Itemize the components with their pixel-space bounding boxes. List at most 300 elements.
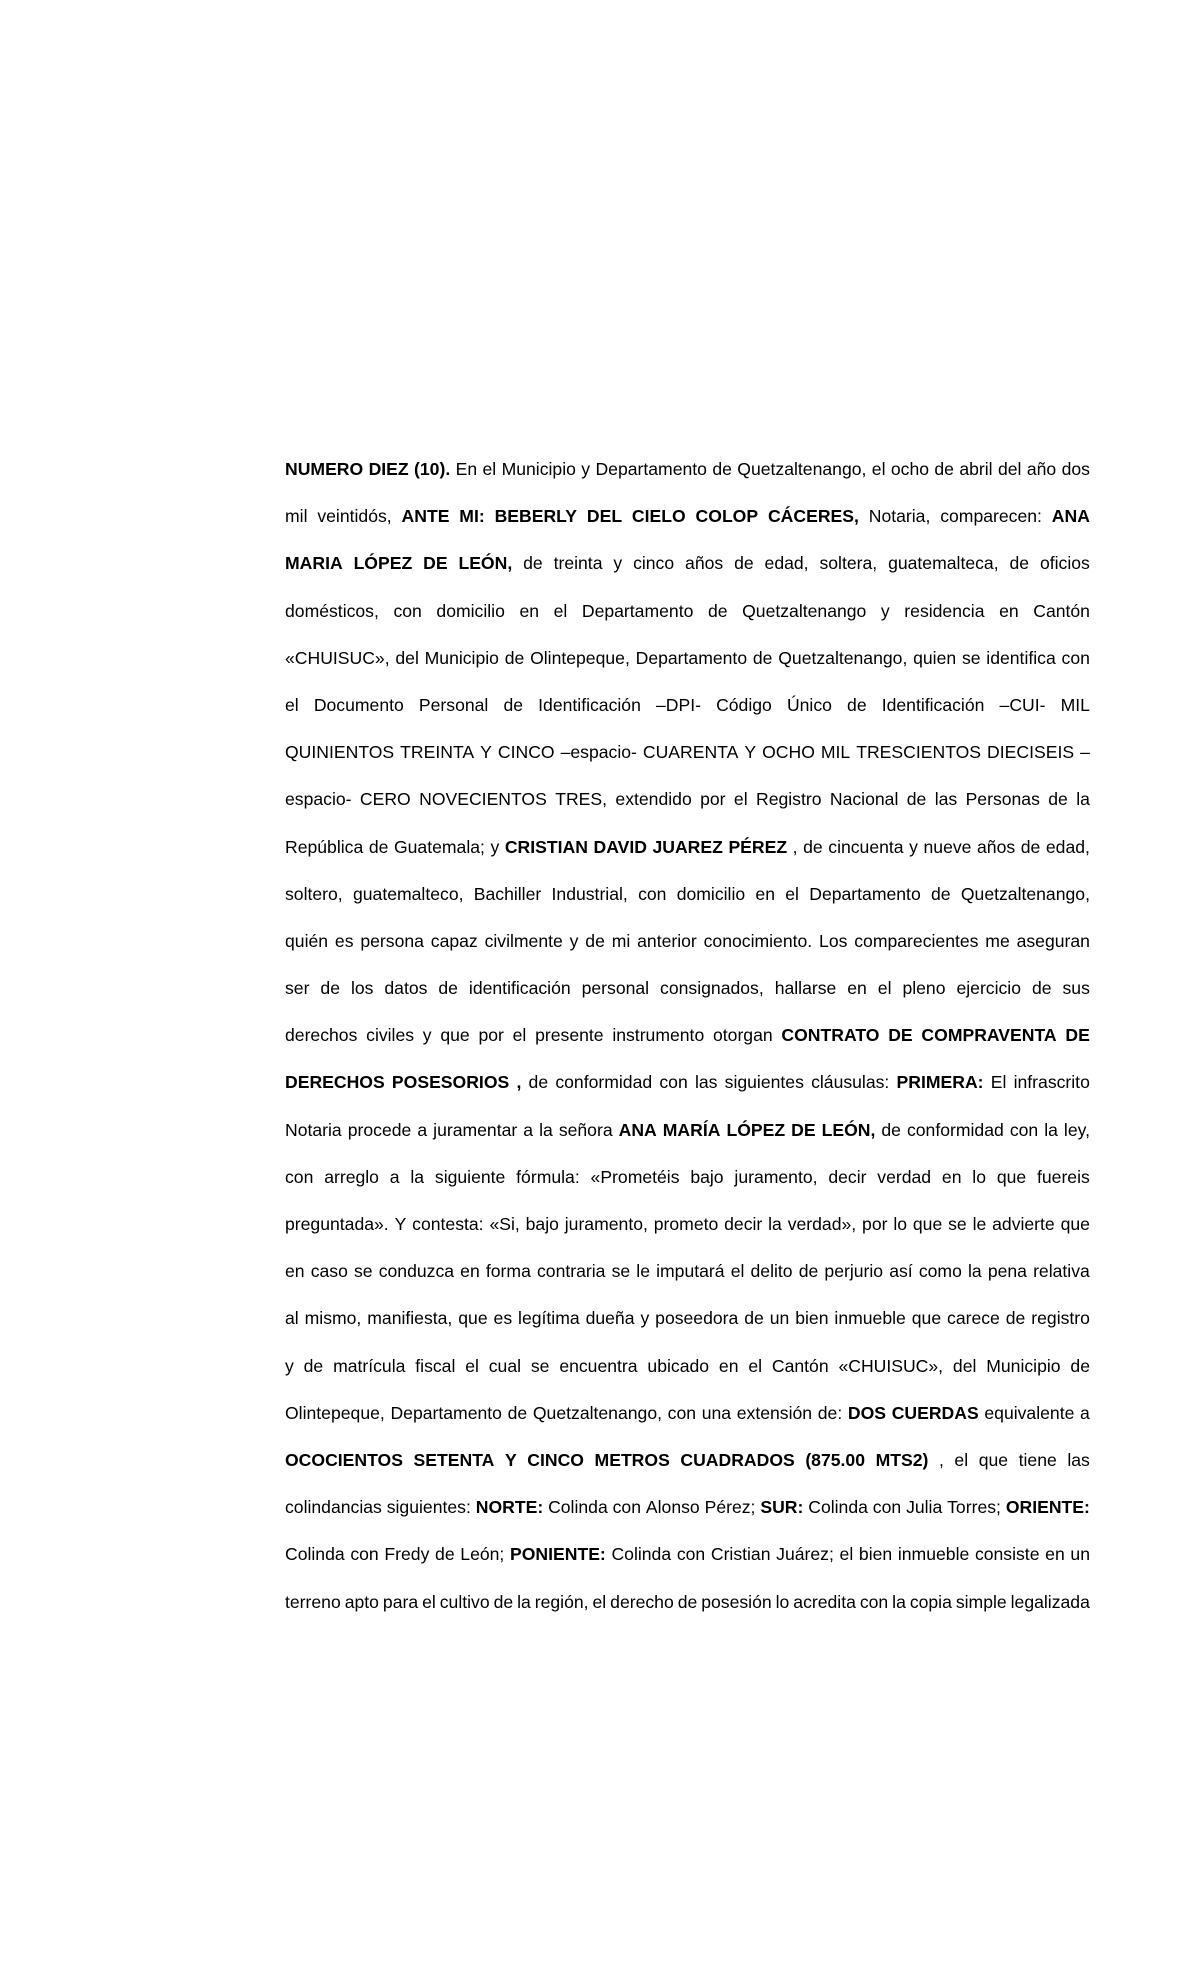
body-text: le — [636, 1261, 650, 1282]
body-text: República — [285, 836, 364, 857]
body-text: Quetzaltenango — [742, 600, 867, 621]
body-text: las — [694, 1072, 718, 1093]
document-line — [285, 588, 1090, 635]
body-text: la — [892, 1591, 906, 1612]
document-line — [285, 1437, 1090, 1484]
body-text: «Si, — [489, 1214, 520, 1234]
body-text: NOVECIENTOS — [419, 789, 547, 810]
body-text: decir — [828, 1166, 867, 1187]
body-text: copia — [909, 1591, 952, 1612]
body-text: el — [733, 789, 748, 810]
body-text: Colinda — [548, 1497, 608, 1518]
body-text: para — [382, 1591, 419, 1612]
body-text: carece — [947, 1308, 1000, 1329]
body-text: lo — [972, 1166, 986, 1187]
body-text: en — [460, 1261, 480, 1282]
bold-text: METROS — [594, 1449, 670, 1470]
body-text: que — [911, 1308, 942, 1329]
body-text: ejercicio — [956, 978, 1022, 999]
body-text: con — [393, 600, 422, 621]
body-text: mi — [611, 930, 631, 951]
body-text: Industrial, — [551, 883, 628, 904]
body-text: Cristian — [710, 1544, 771, 1565]
body-text: a — [389, 1166, 400, 1187]
body-text: espacio- — [285, 789, 352, 810]
body-text: una — [701, 1402, 732, 1423]
body-text: forma — [485, 1261, 531, 1282]
body-text: «Prometéis — [590, 1166, 680, 1187]
bold-text: PÉREZ — [728, 836, 788, 857]
bold-text: LÓPEZ — [726, 1119, 786, 1140]
body-text: Departamento — [390, 1402, 502, 1423]
body-text: de — [798, 1261, 819, 1282]
body-text: a — [1080, 1402, 1090, 1423]
bold-text: ANA — [1051, 506, 1090, 527]
body-text: con — [638, 883, 667, 904]
body-text: bien — [858, 1544, 893, 1565]
body-text: como — [918, 1261, 962, 1282]
body-text: Guatemala; — [393, 836, 485, 857]
document-line — [285, 1390, 1090, 1437]
body-text: en — [718, 1355, 739, 1376]
body-text: colindancias — [285, 1497, 382, 1518]
body-text: de — [677, 1591, 698, 1612]
document-line — [285, 1107, 1090, 1154]
body-text: conocimiento. — [703, 930, 813, 951]
body-text: conformidad — [906, 1119, 1004, 1140]
body-text: la — [539, 1119, 553, 1140]
body-text: y — [569, 930, 579, 951]
body-text: capaz — [430, 930, 478, 951]
body-text: Notaria, — [868, 506, 931, 527]
body-text: de — [712, 459, 732, 479]
body-text: domicilio — [436, 600, 505, 621]
body-text: Y — [480, 742, 492, 763]
bold-text: PRIMERA: — [896, 1072, 984, 1093]
body-text: la — [1076, 789, 1090, 810]
bold-text: SUR: — [760, 1497, 804, 1518]
body-text: el — [512, 1025, 527, 1046]
body-text: de — [493, 1591, 514, 1612]
body-text: se — [948, 1214, 967, 1234]
body-text: años — [685, 553, 724, 574]
body-text: Y — [394, 1214, 407, 1234]
document-line — [285, 1201, 1090, 1248]
body-text: Documento — [313, 694, 404, 715]
document-line — [285, 493, 1090, 540]
body-text: prometo — [653, 1214, 719, 1234]
body-text: hallarse — [774, 978, 837, 999]
body-text: del — [395, 647, 419, 668]
body-text: cultivo — [439, 1591, 490, 1612]
bold-text: CRISTIAN — [504, 836, 588, 857]
body-text: otorgan — [712, 1025, 773, 1046]
body-text: cinco — [633, 553, 675, 574]
body-text: cincuenta — [828, 836, 904, 857]
body-text: al — [285, 1308, 299, 1329]
bold-text: CONTRATO — [781, 1025, 880, 1046]
body-text: es — [334, 930, 354, 951]
bold-text: OCOCIENTOS — [285, 1449, 403, 1470]
body-text: con — [872, 1497, 902, 1518]
body-text: en — [1045, 1544, 1065, 1565]
body-text: siguientes: — [386, 1497, 471, 1518]
body-text: por — [478, 1025, 504, 1046]
body-text: inmueble — [834, 1308, 906, 1329]
body-text: de — [1031, 978, 1052, 999]
body-text: lo — [775, 1591, 790, 1612]
document-line — [285, 635, 1090, 682]
body-text: decir — [724, 1214, 763, 1234]
body-text: fuereis — [1036, 1166, 1090, 1187]
body-text: residencia — [904, 600, 985, 621]
bold-text: MI: — [459, 506, 485, 527]
body-text: en — [285, 1261, 305, 1282]
body-text: fiscal — [415, 1355, 456, 1376]
body-text: conduzca — [378, 1261, 455, 1282]
body-text: DIECISEIS — [987, 742, 1075, 763]
bold-text: SETENTA — [413, 1449, 495, 1470]
body-text: bajo — [690, 1166, 724, 1187]
body-text: y — [422, 1025, 432, 1046]
body-text: Cantón — [1033, 600, 1090, 621]
body-text: legalizada — [1010, 1591, 1090, 1612]
document-line — [285, 776, 1090, 823]
body-text: las — [1067, 1449, 1090, 1470]
document-line — [285, 729, 1090, 776]
body-text: que — [440, 1025, 470, 1046]
body-text: en — [847, 978, 867, 999]
bold-text: JUAREZ — [652, 836, 723, 857]
document-line — [285, 1343, 1090, 1390]
body-text: el — [871, 459, 886, 479]
body-text: el — [482, 459, 497, 479]
body-text: región, — [534, 1591, 589, 1612]
document-body — [285, 446, 1090, 1626]
body-text: de — [744, 1308, 764, 1329]
body-text: y — [581, 459, 591, 479]
body-text: el — [553, 600, 568, 621]
body-text: comparecientes — [854, 930, 979, 951]
body-text: con — [285, 1166, 314, 1187]
body-text: la — [768, 1214, 782, 1234]
body-text: cual — [488, 1355, 522, 1376]
body-text: consignados, — [660, 978, 764, 999]
body-text: veintidós, — [317, 506, 392, 527]
bold-text: LEÓN, — [458, 553, 513, 574]
body-text: Cantón — [771, 1355, 829, 1376]
body-text: matrícula — [333, 1355, 406, 1376]
body-text: la — [1044, 1119, 1058, 1140]
body-text: equivalente — [984, 1402, 1075, 1423]
body-text: el — [954, 1449, 969, 1470]
body-text: años — [977, 836, 1016, 857]
body-text: fórmula: — [516, 1166, 580, 1187]
body-text: Quetzaltenango, — [960, 883, 1090, 904]
body-text: contraria — [536, 1261, 606, 1282]
body-text: , — [938, 1449, 944, 1470]
body-text: Notaria — [285, 1119, 342, 1140]
body-text: procede — [347, 1119, 412, 1140]
bold-text: (10). — [414, 459, 451, 479]
bold-text: DE — [888, 1025, 913, 1046]
body-text: legítima — [518, 1308, 580, 1329]
document-line — [285, 1248, 1090, 1295]
document-line — [285, 1059, 1090, 1106]
document-line — [285, 540, 1090, 587]
body-text: el — [285, 694, 299, 715]
document-line — [285, 1295, 1090, 1342]
body-text: Los — [819, 930, 848, 951]
body-text: Y — [744, 742, 757, 763]
body-text: se — [611, 1261, 631, 1282]
bold-text: COMPRAVENTA — [921, 1025, 1057, 1046]
body-text: de — [507, 1402, 528, 1423]
body-text: edad, — [764, 553, 809, 574]
body-text: Fredy — [384, 1544, 430, 1565]
body-text: Identificación — [881, 694, 985, 715]
body-text: se — [354, 1261, 373, 1282]
body-text: lo — [893, 1214, 908, 1234]
body-text: Colinda — [285, 1544, 345, 1565]
body-text: el — [592, 1591, 607, 1612]
document-line — [285, 1154, 1090, 1201]
body-text: TRES, — [555, 789, 608, 810]
body-text: el — [748, 1355, 763, 1376]
body-text: mil — [285, 506, 308, 527]
body-text: de — [503, 694, 524, 715]
body-text: «CHUISUC», — [838, 1355, 944, 1376]
body-text: dueña — [585, 1308, 635, 1329]
body-text: en — [519, 600, 540, 621]
body-text: En — [455, 459, 478, 479]
body-text: en — [755, 883, 775, 904]
body-text: identificación — [468, 978, 571, 999]
bold-text: DOS — [847, 1402, 887, 1423]
body-text: caso — [310, 1261, 348, 1282]
body-text: TREINTA — [400, 742, 475, 763]
body-text: Identificación — [538, 694, 641, 715]
body-text: con — [676, 1544, 706, 1565]
body-text: así — [889, 1261, 913, 1282]
body-text: Colinda — [611, 1544, 672, 1565]
body-text: acredita — [793, 1591, 856, 1612]
body-text: El — [990, 1072, 1007, 1093]
bold-text: ANA — [618, 1119, 657, 1140]
body-text: derecho — [610, 1591, 674, 1612]
body-text: de — [1009, 553, 1030, 574]
document-line — [285, 871, 1090, 918]
body-text: de — [1020, 836, 1041, 857]
body-text: CUARENTA — [642, 742, 739, 763]
body-text: la — [967, 1261, 982, 1282]
body-text: derechos — [285, 1025, 358, 1046]
body-text: bien — [795, 1308, 829, 1329]
bold-text: CÁCERES, — [767, 506, 859, 527]
body-text: –espacio- — [560, 742, 637, 763]
body-text: Registro — [756, 789, 822, 810]
body-text: infrascrito — [1013, 1072, 1090, 1093]
body-text: presente — [535, 1025, 604, 1046]
document-line — [285, 1484, 1090, 1531]
bold-text: CIELO — [631, 506, 686, 527]
body-text: la — [410, 1166, 425, 1187]
body-text: nueve — [923, 836, 972, 857]
body-text: MIL — [820, 742, 851, 763]
body-text: QUINIENTOS — [285, 742, 395, 763]
body-text: un — [769, 1308, 790, 1329]
body-text: arreglo — [324, 1166, 379, 1187]
body-text: se — [961, 647, 981, 668]
body-text: Juárez; — [776, 1544, 834, 1565]
bold-text: DAVID — [593, 836, 647, 857]
body-text: treinta — [553, 553, 603, 574]
bold-text: DE — [1065, 1025, 1090, 1046]
body-text: bajo — [525, 1214, 559, 1234]
body-text: dos — [1061, 459, 1090, 479]
body-text: a — [523, 1119, 534, 1140]
body-text: del — [952, 1355, 977, 1376]
body-text: con — [1009, 1119, 1039, 1140]
body-text: Olintepeque, — [530, 647, 630, 668]
body-text: de — [847, 694, 867, 715]
body-text: ubicado — [647, 1355, 710, 1376]
body-text: de — [906, 789, 927, 810]
body-text: identifica — [986, 647, 1056, 668]
body-text: en — [941, 1166, 962, 1187]
body-text: terreno — [285, 1591, 341, 1612]
body-text: el — [839, 1544, 854, 1565]
body-text: con — [1061, 647, 1090, 668]
body-text: y — [640, 1308, 650, 1329]
body-text: personal — [581, 978, 650, 999]
body-text: Alonso — [645, 1497, 700, 1518]
bold-text: MTS2) — [875, 1449, 929, 1470]
body-text: aseguran — [1016, 930, 1090, 951]
bold-text: ORIENTE: — [1005, 1497, 1090, 1518]
bold-text: LEÓN, — [821, 1119, 876, 1140]
body-text: encuentra — [559, 1355, 638, 1376]
body-text: preguntada». — [285, 1214, 389, 1234]
body-text: civilmente — [484, 930, 563, 951]
bold-text: PONIENTE: — [510, 1544, 606, 1565]
body-text: que — [458, 1308, 488, 1329]
body-text: guatemalteco, — [352, 883, 464, 904]
body-text: Código — [716, 694, 772, 715]
body-text: Julia — [906, 1497, 943, 1518]
body-text: consiste — [974, 1544, 1040, 1565]
body-text: comparecen: — [940, 506, 1042, 527]
body-text: con — [612, 1497, 641, 1518]
body-text: cláusulas: — [811, 1072, 890, 1093]
bold-text: NORTE: — [475, 1497, 544, 1518]
body-text: apto — [344, 1591, 379, 1612]
body-text: y — [880, 600, 890, 621]
body-text: poseedora — [655, 1308, 739, 1329]
body-text: de — [303, 1355, 324, 1376]
body-text: domicilio — [676, 883, 746, 904]
body-text: ocho — [890, 459, 930, 479]
body-text: y — [909, 836, 918, 857]
body-text: León; — [460, 1544, 505, 1565]
body-text: de — [528, 1072, 549, 1093]
body-text: de — [1005, 1308, 1026, 1329]
body-text: con — [350, 1544, 379, 1565]
body-text: delito — [750, 1261, 793, 1282]
body-text: CINCO — [497, 742, 555, 763]
body-text: MIL — [1060, 694, 1090, 715]
body-text: posesión — [701, 1591, 772, 1612]
body-text: anterior — [637, 930, 697, 951]
body-text: instrumento — [612, 1025, 705, 1046]
body-text: – — [1080, 742, 1090, 763]
bold-text: CINCO — [527, 1449, 584, 1470]
body-text: de — [368, 836, 389, 857]
body-text: oficios — [1039, 553, 1090, 574]
body-text: guatemalteca, — [888, 553, 999, 574]
body-text: y — [613, 553, 623, 574]
body-text: relativa — [1033, 1261, 1090, 1282]
body-text: soltero, — [285, 883, 343, 904]
body-text: verdad», — [787, 1214, 857, 1234]
body-text: de — [1070, 1355, 1090, 1376]
body-text: de — [523, 553, 543, 574]
body-text: los — [350, 978, 374, 999]
body-text: –DPI- — [655, 694, 701, 715]
body-text: persona — [360, 930, 424, 951]
body-text: Personal — [418, 694, 489, 715]
bold-text: DEL — [586, 506, 623, 527]
body-text: el — [730, 1261, 745, 1282]
bold-text: Y — [504, 1449, 517, 1470]
bold-text: MARIA — [285, 553, 343, 574]
body-text: OCHO — [762, 742, 815, 763]
body-text: TRESCIENTOS — [856, 742, 982, 763]
body-text: ley, — [1063, 1119, 1090, 1140]
bold-text: MARÍA — [662, 1119, 721, 1140]
body-text: con — [859, 1591, 889, 1612]
body-text: el — [422, 1591, 436, 1612]
body-text: Quetzaltenango, — [737, 459, 867, 479]
body-text: inmueble — [897, 1544, 970, 1565]
body-text: la — [517, 1591, 531, 1612]
body-text: mismo, — [304, 1308, 362, 1329]
body-text: Departamento — [581, 600, 694, 621]
body-text: en — [999, 600, 1019, 621]
body-text: Departamento — [635, 647, 748, 668]
body-text: datos — [384, 978, 428, 999]
body-text: CERO — [359, 789, 411, 810]
body-text: que — [1060, 1214, 1090, 1234]
bold-text: (875.00 — [805, 1449, 865, 1470]
body-text: de — [734, 553, 754, 574]
body-text: de — [504, 647, 525, 668]
body-text: juramento, — [734, 1166, 818, 1187]
body-text: señora — [558, 1119, 613, 1140]
body-text: de — [585, 930, 605, 951]
body-text: por — [862, 1214, 888, 1234]
body-text: de — [934, 459, 954, 479]
body-text: imputará — [656, 1261, 725, 1282]
body-text: Colinda — [808, 1497, 868, 1518]
body-text: ser — [285, 978, 310, 999]
body-text: de — [931, 883, 951, 904]
body-text: Municipio — [986, 1355, 1061, 1376]
bold-text: CUADRADOS — [680, 1449, 795, 1470]
body-text: siguientes — [724, 1072, 804, 1093]
document-line — [285, 682, 1090, 729]
bold-text: DE — [423, 553, 448, 574]
